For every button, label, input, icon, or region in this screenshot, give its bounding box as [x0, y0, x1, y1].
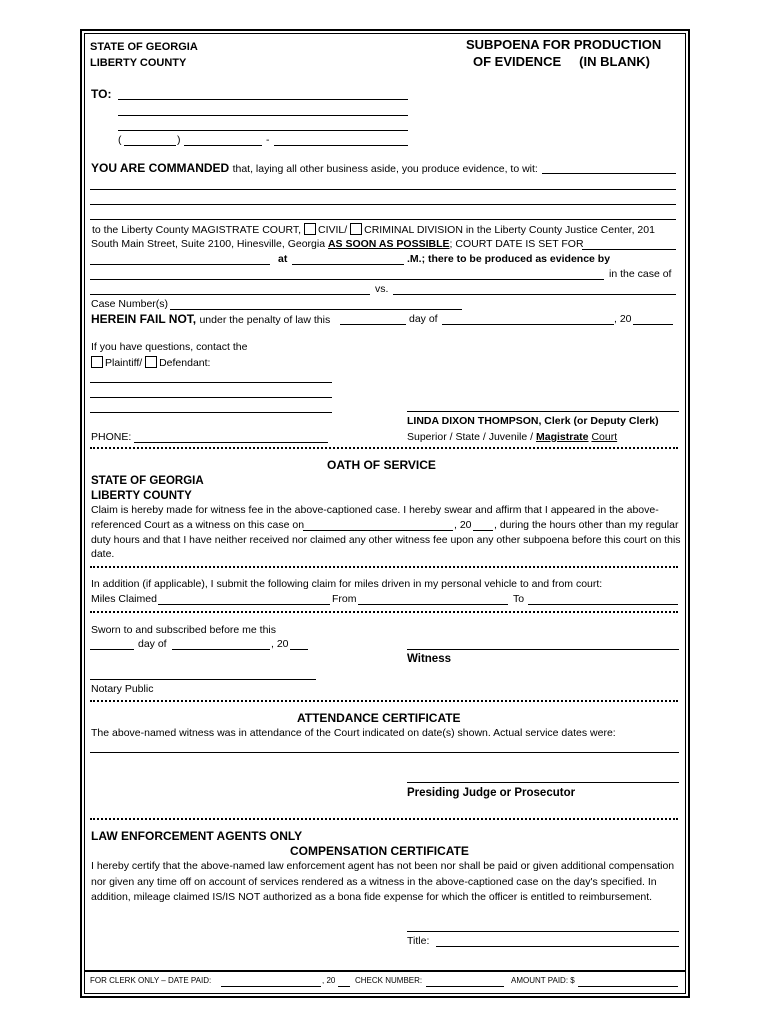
phone-suffix-line[interactable]: [274, 145, 408, 146]
phone-label: PHONE:: [91, 431, 132, 443]
miles-to-line[interactable]: [528, 604, 678, 605]
sworn-text: Sworn to and subscribed before me this: [91, 624, 277, 636]
title-label: Title:: [407, 935, 430, 947]
sworn-year-line[interactable]: [290, 649, 308, 650]
amount-paid-label: AMOUNT PAID: $: [511, 976, 575, 985]
court-date-line[interactable]: [582, 249, 676, 250]
clerk-court: Court: [591, 431, 618, 443]
m-text: .M.; there to be produced as evidence by: [407, 253, 611, 265]
defendant-label: Defendant:: [159, 357, 211, 369]
oath-year-line[interactable]: [473, 530, 493, 531]
attendance-title: ATTENDANCE CERTIFICATE: [297, 711, 461, 725]
time-line[interactable]: [292, 264, 404, 265]
separator-5: [90, 818, 678, 820]
witness-label: Witness: [407, 653, 451, 665]
date-paid-line[interactable]: [221, 986, 321, 987]
header-state: STATE OF GEORGIA: [90, 41, 198, 53]
criminal-checkbox[interactable]: [350, 223, 362, 235]
to-line-3[interactable]: [118, 130, 408, 131]
to-label: TO:: [91, 87, 112, 101]
miles-from-line[interactable]: [358, 604, 508, 605]
to-line-2[interactable]: [118, 115, 408, 116]
miles-intro: In addition (if applicable), I submit the following claim for miles driven in my personal vehicle to and from court:: [91, 578, 603, 590]
miles-claimed-label: Miles Claimed: [91, 593, 157, 605]
phone-prefix-line[interactable]: [184, 145, 262, 146]
oath-state: STATE OF GEORGIA: [91, 475, 204, 487]
clerk-courts: Superior / State / Juvenile /: [407, 431, 534, 443]
sworn-day-line[interactable]: [90, 649, 134, 650]
law-p3: addition, mileage claimed IS/IS NOT authorized as a bona fide expense for which the officer is entitled to reimbursement.: [91, 891, 653, 903]
header-title-2: OF EVIDENCE (IN BLANK): [473, 54, 650, 69]
date-paid-label: FOR CLERK ONLY – DATE PAID:: [90, 976, 212, 985]
oath-p2-post: , during the hours other than my regular: [494, 519, 679, 531]
clerk-name: LINDA DIXON THOMPSON, Clerk (or Deputy Clerk): [407, 415, 659, 427]
compensation-title: COMPENSATION CERTIFICATE: [290, 844, 469, 858]
plaintiff-label: Plaintiff/: [105, 357, 143, 369]
oath-p4: date.: [91, 548, 115, 560]
miles-from-label: From: [332, 593, 357, 605]
evidence-line-2[interactable]: [90, 204, 676, 205]
witness-signature-line[interactable]: [407, 649, 679, 650]
date-paid-year: , 20: [322, 976, 336, 985]
date-line[interactable]: [90, 264, 270, 265]
oath-date-line[interactable]: [303, 530, 453, 531]
criminal-label: CRIMINAL DIVISION in the Liberty County Justice Center, 201: [364, 224, 655, 236]
fail-month-line[interactable]: [442, 324, 614, 325]
area-code-line[interactable]: [124, 145, 176, 146]
phone-line[interactable]: [134, 442, 328, 443]
court-text: to the Liberty County MAGISTRATE COURT,: [92, 224, 302, 236]
civil-checkbox[interactable]: [304, 223, 316, 235]
fail-not-text: under the penalty of law this: [199, 314, 331, 326]
oath-county: LIBERTY COUNTY: [91, 490, 192, 502]
contact-line-1[interactable]: [90, 382, 332, 383]
in-case-label: in the case of: [609, 268, 672, 280]
judge-signature-line[interactable]: [407, 782, 679, 783]
fail-not-heading: HEREIN FAIL NOT,: [91, 312, 197, 326]
law-heading: LAW ENFORCEMENT AGENTS ONLY: [91, 829, 303, 843]
sworn-month-line[interactable]: [172, 649, 270, 650]
sworn-day-of: day of: [138, 638, 167, 650]
evidence-line-3[interactable]: [90, 219, 676, 220]
law-p2: nor given any time off on account of services rendered as a witness in the above-captioned case on the day's specified. In: [91, 876, 657, 888]
clerk-footer: [84, 970, 686, 990]
to-line-1[interactable]: [118, 99, 408, 100]
case-number-line[interactable]: [170, 309, 462, 310]
oath-p3: duty hours and that I have neither received nor claimed any other witness fee upon any other subpoena before this court on this: [91, 534, 681, 546]
fail-day-of: day of: [409, 313, 438, 325]
separator-1: [90, 447, 678, 449]
officer-signature-line[interactable]: [407, 931, 679, 932]
questions-text: If you have questions, contact the: [91, 341, 248, 353]
separator-3: [90, 611, 678, 613]
sworn-year: , 20: [271, 638, 289, 650]
header-county: LIBERTY COUNTY: [90, 57, 187, 69]
separator-4: [90, 700, 678, 702]
clerk-magistrate: Magistrate: [536, 431, 589, 443]
miles-claimed-line[interactable]: [158, 604, 330, 605]
vs-label: vs.: [375, 283, 389, 295]
defendant-line[interactable]: [393, 294, 676, 295]
header-title-1: SUBPOENA FOR PRODUCTION: [466, 37, 662, 52]
title-line[interactable]: [436, 946, 679, 947]
commanded-text: that, laying all other business aside, you produce evidence, to wit:: [232, 163, 538, 175]
phone-open: (: [118, 134, 122, 146]
fail-year-line[interactable]: [633, 324, 673, 325]
phone-dash: -: [266, 134, 270, 146]
oath-p2-year: , 20: [454, 519, 472, 531]
contact-line-3[interactable]: [90, 412, 332, 413]
evidence-line-1[interactable]: [90, 189, 676, 190]
attendance-dates-line[interactable]: [90, 752, 679, 753]
plaintiff-line[interactable]: [90, 294, 370, 295]
oath-p1: Claim is hereby made for witness fee in the above-captioned case. I hereby swear and affirm that I appeared in the above-: [91, 504, 659, 516]
defendant-checkbox[interactable]: [145, 356, 157, 368]
date-paid-year-line[interactable]: [338, 986, 350, 987]
plaintiff-checkbox[interactable]: [91, 356, 103, 368]
notary-signature-line[interactable]: [90, 679, 316, 680]
court-date-text: ; COURT DATE IS SET FOR: [449, 238, 584, 250]
address-text: South Main Street, Suite 2100, Hinesville, Georgia: [91, 238, 326, 250]
fail-day-line[interactable]: [340, 324, 406, 325]
amount-paid-line[interactable]: [578, 986, 678, 987]
civil-label: CIVIL/: [318, 224, 348, 236]
miles-to-label: To: [513, 593, 525, 605]
phone-close: ): [177, 134, 181, 146]
attendance-text: The above-named witness was in attendance of the Court indicated on date(s) shown. Actual service dates were:: [91, 727, 616, 739]
separator-2: [90, 566, 678, 568]
case-number-label: Case Number(s): [91, 298, 169, 310]
contact-line-2[interactable]: [90, 397, 332, 398]
law-p1: I hereby certify that the above-named law enforcement agent has not been nor shall be paid or given additional compensation: [91, 860, 675, 872]
check-number-line[interactable]: [426, 986, 504, 987]
notary-label: Notary Public: [91, 683, 154, 695]
clerk-signature-line[interactable]: [407, 411, 679, 412]
at-label: at: [278, 253, 288, 265]
oath-p2-pre: referenced Court as a witness on this case on: [91, 519, 305, 531]
oath-title: OATH OF SERVICE: [327, 458, 436, 472]
fail-year: , 20: [614, 313, 632, 325]
produced-by-line[interactable]: [90, 279, 604, 280]
asap-text: AS SOON AS POSSIBLE: [327, 238, 450, 250]
commanded-heading: YOU ARE COMMANDED: [91, 161, 230, 175]
evidence-line-0[interactable]: [542, 173, 676, 174]
check-number-label: CHECK NUMBER:: [355, 976, 423, 985]
judge-label: Presiding Judge or Prosecutor: [407, 787, 576, 799]
